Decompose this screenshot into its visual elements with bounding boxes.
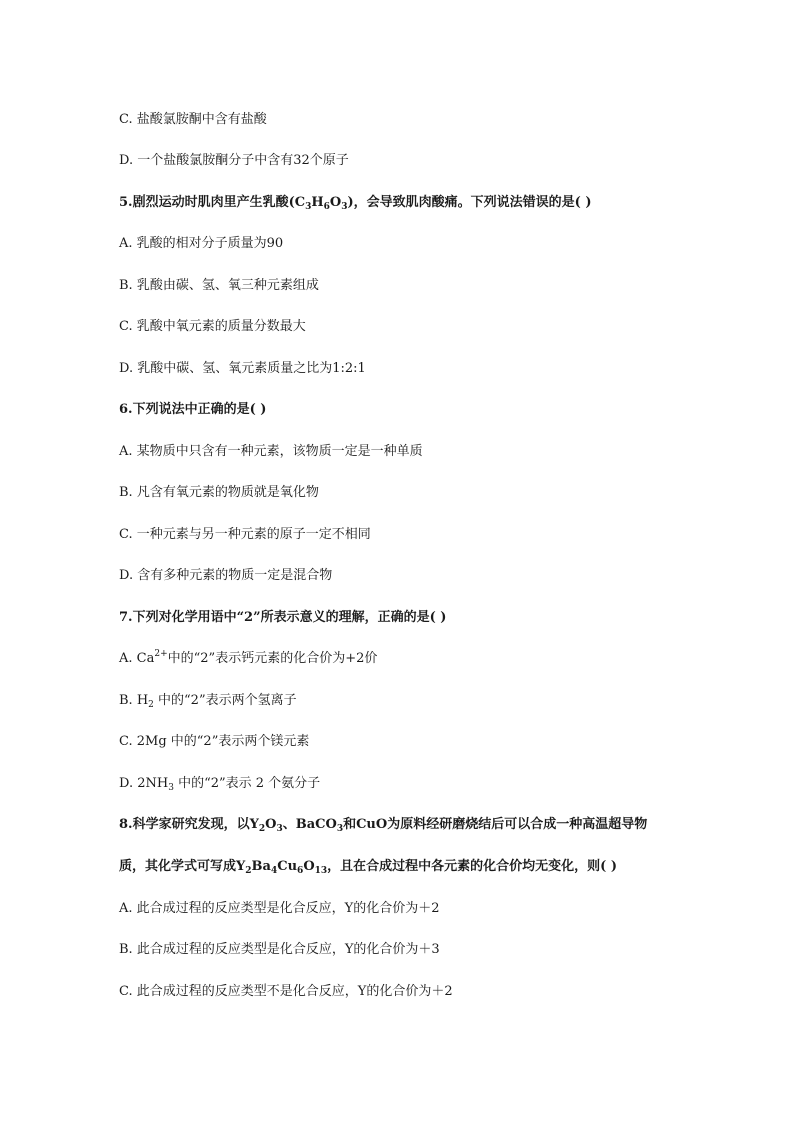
option-c-q5 [119, 318, 754, 336]
text-segment: O [265, 817, 277, 832]
text-segment: D. 含有多种元素的物质一定是混合物 [119, 568, 333, 583]
option-b-q6 [119, 484, 754, 502]
option-a-q7 [119, 650, 754, 668]
option-c-q6 [119, 526, 754, 544]
option-b-q5 [119, 277, 754, 295]
option-c-q4 [119, 111, 754, 129]
subscript: 3 [168, 783, 174, 793]
text-segment: 7.下列对化学用语中“2”所表示意义的理解，正确的是( ) [119, 610, 447, 625]
text-segment: C. 一种元素与另一种元素的原子一定不相同 [119, 527, 371, 542]
subscript: 6 [297, 866, 304, 876]
text-segment: O [303, 859, 315, 874]
question-8-line-1 [119, 816, 754, 834]
text-segment: A. 乳酸的相对分子质量为90 [119, 236, 284, 251]
option-b-q7 [119, 692, 754, 710]
option-d-q6 [119, 567, 754, 585]
subscript: 2 [245, 866, 252, 876]
option-d-q7 [119, 775, 754, 793]
text-segment: D. 2NH [119, 776, 169, 791]
option-d-q5 [119, 360, 754, 378]
text-segment: C. 盐酸氯胺酮中含有盐酸 [119, 112, 267, 127]
text-segment: H [311, 195, 324, 210]
option-a-q5 [119, 235, 754, 253]
text-segment: B. 此合成过程的反应类型是化合反应，Y的化合价为＋3 [119, 942, 440, 957]
text-segment: 中的“2”表示 2 个氨分子 [173, 776, 321, 791]
text-segment: D. 乳酸中碳、氢、氧元素质量之比为1:2:1 [119, 361, 366, 376]
text-segment: 5.剧烈运动时肌肉里产生乳酸(C [119, 195, 306, 210]
option-a-q8 [119, 900, 754, 918]
text-segment: ，且在合成过程中各元素的化合价均无变化，则( ) [327, 859, 617, 874]
option-c-q8 [119, 983, 754, 1001]
subscript: 6 [323, 202, 330, 212]
text-segment: C. 此合成过程的反应类型不是化合反应，Y的化合价为＋2 [119, 984, 453, 999]
question-5 [119, 194, 754, 212]
text-segment: D. 一个盐酸氯胺酮分子中含有32个原子 [119, 153, 349, 168]
text-segment: 和CuO为原料经研磨烧结后可以合成一种高温超导物 [343, 817, 648, 832]
question-8-line-2 [119, 858, 754, 876]
text-segment: B. H [119, 693, 149, 708]
subscript: 4 [270, 866, 278, 876]
text-segment: 中的“2”表示钙元素的化合价为+2价 [167, 651, 378, 666]
option-c-q7 [119, 733, 754, 751]
text-segment: 6.下列说法中正确的是( ) [119, 402, 267, 417]
text-segment: A. 此合成过程的反应类型是化合反应，Y的化合价为＋2 [119, 901, 440, 916]
subscript: 3 [305, 202, 312, 212]
text-segment: B. 凡含有氧元素的物质就是氧化物 [119, 485, 319, 500]
text-segment: 8.科学家研究发现，以Y [119, 817, 259, 832]
text-segment: Cu [277, 859, 298, 874]
text-segment: )，会导致肌肉酸痛。下列说法错误的是( ) [347, 195, 592, 210]
option-b-q8 [119, 941, 754, 959]
question-7 [119, 609, 754, 627]
question-6 [119, 401, 754, 419]
text-segment: B. 乳酸由碳、氢、氧三种元素组成 [119, 278, 319, 293]
subscript: 3 [276, 824, 283, 834]
text-segment: 中的“2”表示两个氢离子 [153, 693, 297, 708]
text-segment: A. Ca [119, 651, 155, 666]
option-d-q4 [119, 152, 754, 170]
text-segment: 、BaCO [282, 817, 337, 832]
text-segment: O [329, 195, 342, 210]
text-segment: A. 某物质中只含有一种元素，该物质一定是一种单质 [119, 444, 423, 459]
subscript: 3 [336, 824, 344, 834]
subscript: 13 [314, 866, 328, 876]
subscript: 2 [258, 824, 266, 834]
superscript: 2+ [154, 649, 168, 659]
text-segment: C. 乳酸中氧元素的质量分数最大 [119, 319, 306, 334]
subscript: 2 [148, 700, 154, 710]
subscript: 3 [341, 202, 348, 212]
text-segment: C. 2Mg 中的“2”表示两个镁元素 [119, 734, 310, 749]
text-segment: Ba [251, 859, 271, 874]
text-segment: 质，其化学式可写成Y [119, 859, 246, 874]
option-a-q6 [119, 443, 754, 461]
